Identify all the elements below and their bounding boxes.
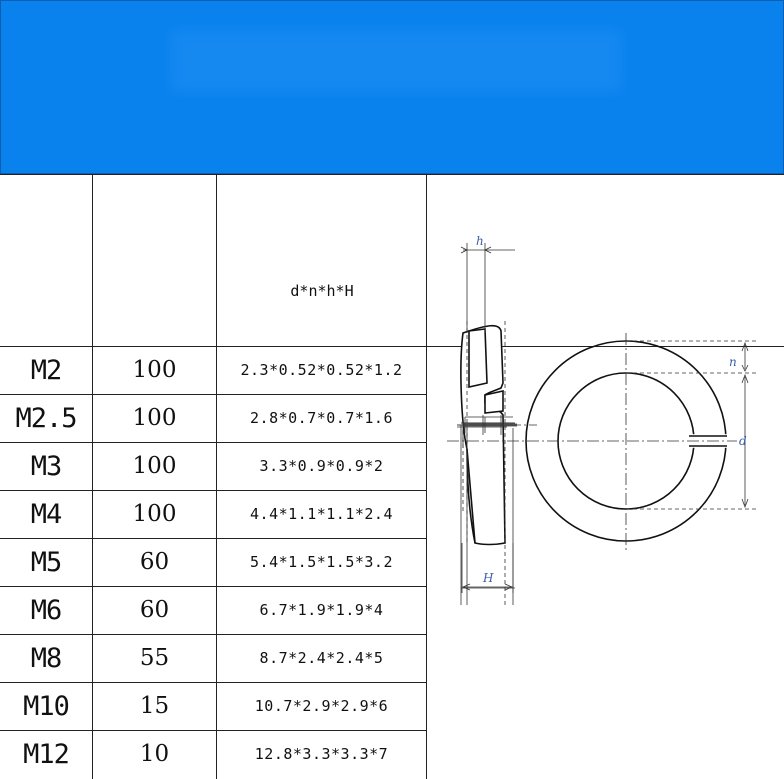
quantity-cell: 100 [132, 357, 177, 383]
dimension-cell: 2.3*0.52*0.52*1.2 [240, 361, 403, 379]
row-divider [0, 586, 426, 587]
label-h: h [476, 234, 484, 248]
quantity-cell: 15 [139, 693, 170, 719]
dimension-cell: 8.7*2.4*2.4*5 [259, 649, 384, 667]
quantity-cell: 60 [139, 549, 170, 575]
header-cell-qty [93, 174, 216, 346]
dimension-cell: 3.3*0.9*0.9*2 [259, 457, 384, 475]
h-measure-line [461, 243, 515, 333]
table-row [0, 586, 426, 634]
header-banner [0, 0, 784, 174]
banner-glow [171, 31, 621, 91]
row-divider [0, 490, 426, 491]
dimension-cell: 6.7*1.9*1.9*4 [259, 601, 384, 619]
dimension-cell: 5.4*1.5*1.5*3.2 [250, 553, 393, 571]
table-row [0, 538, 426, 586]
row-divider [0, 634, 426, 635]
quantity-cell: 60 [139, 597, 170, 623]
dimension-cell: 12.8*3.3*3.3*7 [254, 745, 389, 763]
table-row [0, 346, 426, 394]
column-divider [92, 174, 93, 779]
row-divider [0, 682, 426, 683]
size-cell: M10 [23, 690, 69, 722]
size-cell: M8 [30, 642, 62, 674]
header-cell-size [0, 174, 92, 346]
table-row [0, 442, 426, 490]
table-row [0, 634, 426, 682]
table-row [0, 490, 426, 538]
table-row [0, 682, 426, 730]
spring-washer-diagram [427, 173, 784, 605]
size-cell: M6 [30, 594, 62, 626]
quantity-cell: 55 [139, 645, 170, 671]
size-cell: M12 [23, 738, 69, 770]
row-divider [0, 442, 426, 443]
quantity-cell: 10 [139, 741, 170, 767]
washer-side-view [461, 326, 505, 545]
dimension-cell: 4.4*1.1*1.1*2.4 [250, 505, 393, 523]
label-n: n [729, 355, 737, 369]
size-cell: M2.5 [15, 402, 77, 434]
label-H: H [483, 571, 494, 585]
label-d: d [739, 434, 747, 448]
size-cell: M3 [30, 450, 62, 482]
size-cell: M2 [30, 354, 62, 386]
header-cell-dims [217, 174, 426, 346]
dimension-header: d*n*h*H [290, 282, 354, 300]
quantity-cell: 100 [132, 405, 177, 431]
size-cell: M4 [30, 498, 62, 530]
row-divider [0, 538, 426, 539]
column-divider [216, 174, 217, 779]
quantity-cell: 100 [132, 453, 177, 479]
dimension-cell: 10.7*2.9*2.9*6 [254, 697, 389, 715]
table-row [0, 730, 426, 778]
quantity-cell: 100 [132, 501, 177, 527]
size-cell: M5 [30, 546, 62, 578]
dimension-cell: 2.8*0.7*0.7*1.6 [250, 409, 393, 427]
row-divider [0, 394, 426, 395]
row-divider [0, 730, 426, 731]
table-row [0, 394, 426, 442]
